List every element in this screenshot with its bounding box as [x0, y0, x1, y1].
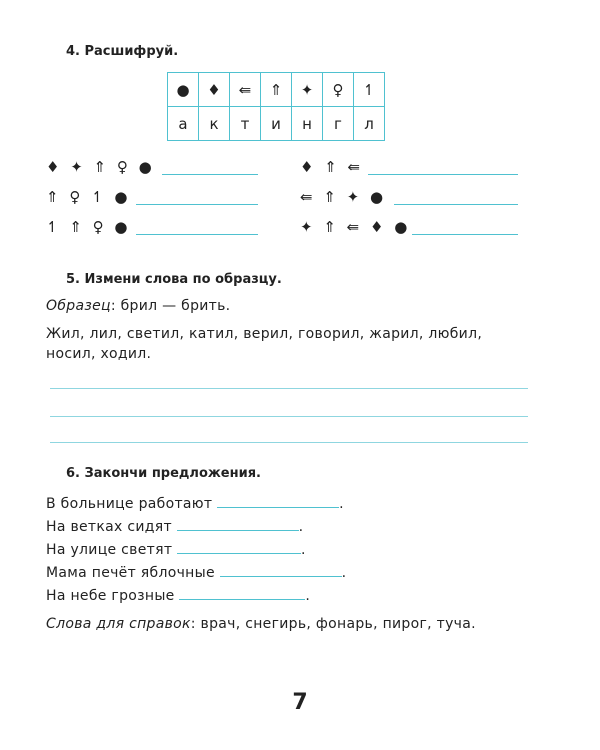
task5-heading: 5. Измени слова по образцу. [66, 272, 282, 287]
sample-label: Образец [46, 298, 111, 314]
cipher-symbol: ● [168, 73, 199, 107]
sentence-text: В больнице работают [46, 496, 213, 512]
cipher-letter: г [323, 107, 354, 141]
words-line-2: носил, ходил. [46, 346, 152, 362]
answer-line[interactable] [162, 174, 258, 175]
cipher-letter: а [168, 107, 199, 141]
blank-line[interactable] [177, 529, 299, 531]
blank-line[interactable] [220, 575, 342, 577]
sample-line [46, 298, 230, 314]
sentence-text: На улице светят [46, 542, 173, 558]
cipher-symbol: ↿ [354, 73, 385, 107]
writing-line[interactable] [50, 442, 528, 443]
helper-label: Слова для справок [46, 616, 191, 632]
coded-word: ♦ ✦ ⇑ ♀ ● [46, 158, 155, 176]
cipher-symbol: ♦ [199, 73, 230, 107]
cipher-symbol: ⇚ [230, 73, 261, 107]
answer-line[interactable] [412, 234, 518, 235]
helper-words [46, 616, 476, 632]
cipher-table [167, 72, 385, 141]
task4-heading: 4. Расшифруй. [66, 44, 179, 59]
sample-text: : брил — брить. [110, 298, 231, 314]
coded-word: ✦ ⇑ ⇚ ♦ ● [300, 218, 411, 236]
coded-word: ♦ ⇑ ⇚ [300, 158, 364, 176]
cipher-letter: л [354, 107, 385, 141]
helper-list: : врач, снегирь, фонарь, пирог, туча. [190, 616, 476, 632]
blank-line[interactable] [179, 598, 305, 600]
answer-line[interactable] [394, 204, 518, 205]
blank-line[interactable] [217, 506, 339, 508]
writing-line[interactable] [50, 388, 528, 389]
answer-line[interactable] [136, 204, 258, 205]
sentence: На небе грозные . [46, 588, 311, 604]
coded-word: ↿ ⇑ ♀ ● [46, 218, 131, 236]
writing-line[interactable] [50, 416, 528, 417]
page-number: 7 [292, 690, 308, 715]
sentence-text: Мама печёт яблочные [46, 565, 215, 581]
blank-line[interactable] [177, 552, 301, 554]
sentence-text: На небе грозные [46, 588, 175, 604]
cipher-letter: и [261, 107, 292, 141]
cipher-letter: к [199, 107, 230, 141]
sentence: На улице светят . [46, 542, 306, 558]
sentence: Мама печёт яблочные . [46, 565, 347, 581]
cipher-symbol: ✦ [292, 73, 323, 107]
cipher-symbol: ♀ [323, 73, 354, 107]
answer-line[interactable] [368, 174, 518, 175]
cipher-letter: н [292, 107, 323, 141]
cipher-letter: т [230, 107, 261, 141]
answer-line[interactable] [136, 234, 258, 235]
words-line-1: Жил, лил, светил, катил, верил, говорил, жарил, любил, [46, 326, 483, 342]
task6-heading: 6. Закончи предложения. [66, 466, 261, 481]
cipher-symbol: ⇑ [261, 73, 292, 107]
coded-word: ⇚ ⇑ ✦ ● [300, 188, 387, 206]
coded-word: ⇑ ♀ ↿ ● [46, 188, 131, 206]
sentence: На ветках сидят . [46, 519, 304, 535]
sentence-text: На ветках сидят [46, 519, 172, 535]
sentence: В больнице работают . [46, 496, 344, 512]
